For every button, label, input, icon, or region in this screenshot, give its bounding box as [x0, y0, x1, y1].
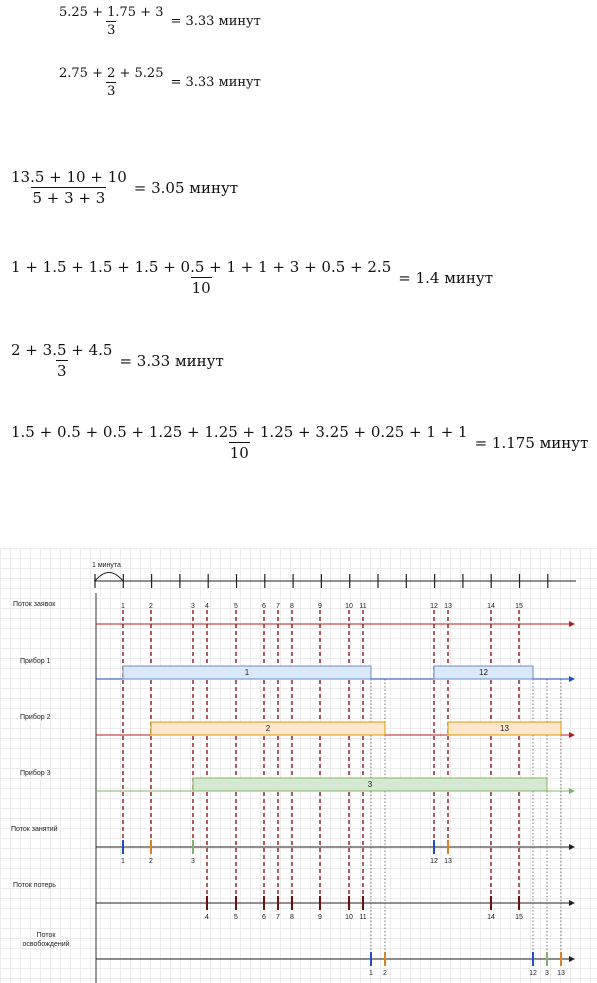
loss-tick-label-14: 14	[487, 914, 495, 921]
denominator: 3	[107, 84, 116, 99]
loss-tick-label-8: 8	[290, 914, 294, 921]
row-label-busy: Поток занятий	[11, 826, 58, 833]
device3-axis-arrowhead	[569, 788, 575, 794]
request-tick-label-11: 11	[359, 603, 367, 610]
busy-tick-label-3: 3	[191, 858, 195, 865]
denominator: 5 + 3 + 3	[32, 189, 106, 207]
numerator: 2.75 + 2 + 5.25	[59, 66, 164, 81]
request-tick-label-12: 12	[430, 603, 438, 610]
denominator: 3	[56, 362, 67, 380]
row-label-losses: Поток потерь	[13, 882, 56, 889]
request-tick-label-14: 14	[487, 603, 495, 610]
request-tick-label-15: 15	[515, 603, 523, 610]
fraction	[10, 168, 128, 207]
release-tick-label-13: 13	[557, 970, 565, 977]
denominator: 10	[191, 279, 211, 297]
row-label-release-1: Поток	[36, 932, 56, 939]
formula-6	[10, 423, 588, 462]
busy-tick-label-1: 1	[121, 858, 125, 865]
loss-tick-label-9: 9	[318, 914, 322, 921]
device3-bar-3-label: 3	[367, 780, 373, 789]
request-tick-label-8: 8	[290, 603, 294, 610]
loss-tick-label-6: 6	[262, 914, 266, 921]
device1-axis-arrowhead	[569, 676, 575, 682]
timing-diagram	[0, 548, 597, 983]
denominator: 3	[107, 23, 116, 38]
device2-bar-2-label: 2	[265, 724, 271, 733]
request-tick-label-5: 5	[234, 603, 238, 610]
row-label-requests: Поток заявок	[13, 601, 56, 608]
release-tick-label-12: 12	[529, 970, 537, 977]
denominator: 10	[229, 444, 249, 462]
request-tick-label-6: 6	[262, 603, 266, 610]
fraction	[58, 66, 164, 99]
request-tick-label-7: 7	[276, 603, 280, 610]
requests-axis-arrowhead	[569, 621, 575, 627]
loss-tick-label-15: 15	[515, 914, 523, 921]
numerator: 1 + 1.5 + 1.5 + 1.5 + 0.5 + 1 + 1 + 3 + 0.5 + 2.5	[11, 258, 392, 276]
busy-tick-label-12: 12	[430, 858, 438, 865]
request-tick-label-2: 2	[149, 603, 153, 610]
fraction	[58, 5, 164, 38]
busy-tick-label-13: 13	[444, 858, 452, 865]
formula-4	[10, 258, 493, 297]
loss-tick-label-4: 4	[205, 914, 209, 921]
request-tick-label-1: 1	[121, 603, 125, 610]
device2-bar-13-label: 13	[500, 724, 509, 733]
row-label-release-2: освобождений	[22, 941, 70, 948]
row-label-device2: Прибор 2	[20, 714, 51, 721]
request-tick-label-13: 13	[444, 603, 452, 610]
result: = 3.33 минут	[170, 75, 261, 90]
formula-2	[58, 66, 261, 99]
fraction	[10, 258, 392, 297]
numerator: 2 + 3.5 + 4.5	[11, 341, 113, 359]
numerator: 13.5 + 10 + 10	[11, 168, 127, 186]
release-axis-arrowhead	[569, 956, 575, 962]
result: = 1.175 минут	[474, 433, 589, 452]
device1-bar-1-label: 1	[244, 668, 250, 677]
row-label-device3: Прибор 3	[20, 770, 51, 777]
busy-axis-arrowhead	[569, 844, 575, 850]
formula-5	[10, 341, 224, 380]
release-tick-label-1: 1	[369, 970, 373, 977]
scale-arc	[95, 573, 123, 582]
loss-tick-label-11: 11	[359, 914, 367, 921]
fraction	[10, 423, 469, 462]
losses-axis-arrowhead	[569, 900, 575, 906]
request-tick-label-3: 3	[191, 603, 195, 610]
release-tick-label-2: 2	[383, 970, 387, 977]
loss-tick-label-5: 5	[234, 914, 238, 921]
request-tick-label-9: 9	[318, 603, 322, 610]
busy-tick-label-2: 2	[149, 858, 153, 865]
timing-diagram-canvas	[0, 548, 597, 983]
loss-tick-label-10: 10	[345, 914, 353, 921]
numerator: 1.5 + 0.5 + 0.5 + 1.25 + 1.25 + 1.25 + 3.25 + 0.25 + 1 + 1	[11, 423, 468, 441]
device2-axis-arrowhead	[569, 732, 575, 738]
result: = 3.05 минут	[133, 178, 239, 197]
formula-1	[58, 5, 261, 38]
formula-3	[10, 168, 238, 207]
scale-label: 1 минута	[92, 562, 121, 569]
loss-tick-label-7: 7	[276, 914, 280, 921]
request-tick-label-4: 4	[205, 603, 209, 610]
diagram-elements	[94, 573, 576, 983]
result: = 1.4 минут	[398, 268, 493, 287]
result: = 3.33 минут	[119, 351, 224, 370]
numerator: 5.25 + 1.75 + 3	[59, 5, 164, 20]
result: = 3.33 минут	[170, 14, 261, 29]
fraction	[10, 341, 113, 380]
device1-bar-12-label: 12	[479, 668, 488, 677]
row-label-device1: Прибор 1	[20, 658, 51, 665]
release-tick-label-3: 3	[545, 970, 549, 977]
request-tick-label-10: 10	[345, 603, 353, 610]
